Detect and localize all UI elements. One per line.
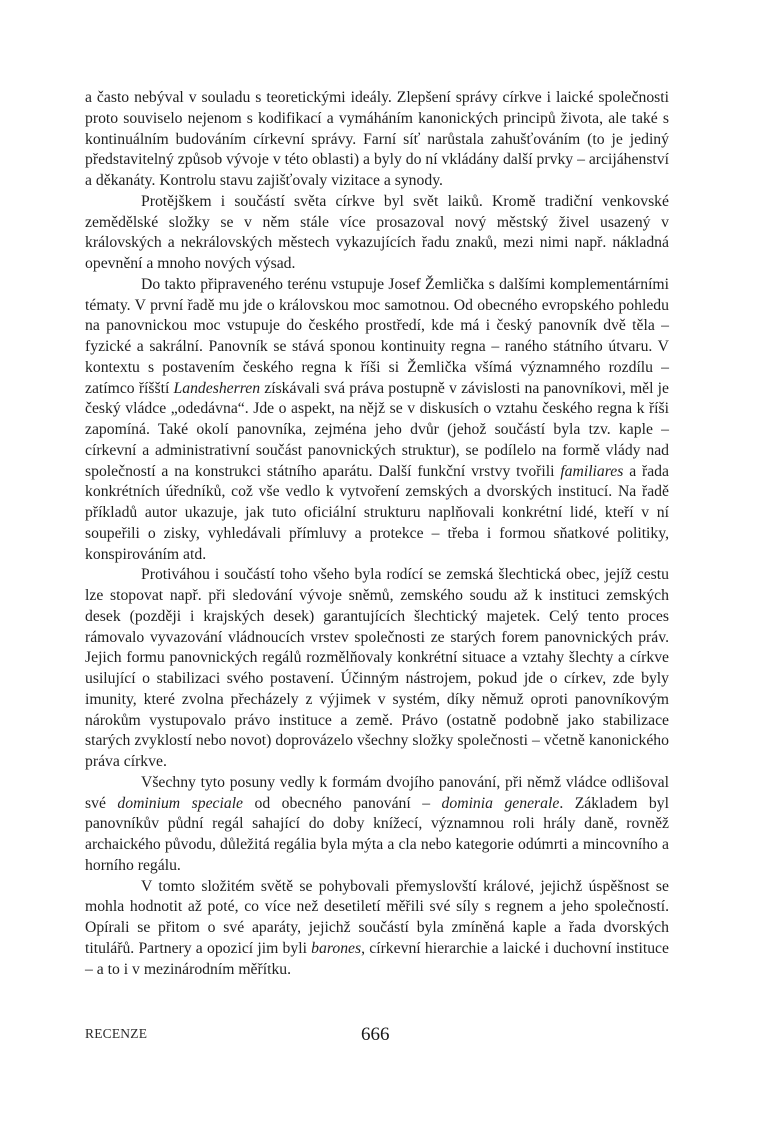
paragraph-5-text-c: . Základem byl panovníkův půdní regál sahající do doby knížecí, významnou roli hrály daně, rovněž archaického původu, důležitá regália byla mýta a cla nebo kategorie odúmrti a mincovního a horního regálu. [85,794,669,874]
paragraph-2-text: Protějškem i součástí světa církve byl svět laiků. Kromě tradiční venkovské zemědělské složky se v něm stále více prosazoval nový městský živel usazený v královských a nekrálovských městech vykazujících řadu znaků, mezi nimi např. nákladná opevnění a mnoho nových výsad. [85,192,669,272]
paragraph-3 [85,275,669,566]
paragraph-3-text-c: a řada konkrétních úředníků, což vše vedlo k vytvoření zemských a dvorských institucí. Na řadě příkladů autor ukazuje, jak tuto oficiální strukturu naplňovali konkrétní lidé, kteří v ní soupeřili o zisky, vyhledávali přímluvy a protekce – třeba i formou sňatkové politiky, konspirováním atd. [85,462,669,563]
paragraph-6-italic-barones: barones [311,939,362,957]
paragraph-1 [85,88,669,192]
paragraph-5-italic-dominium-speciale: dominium speciale [117,794,244,812]
paragraph-1-text: a často nebýval v souladu s teoretickými ideály. Zlepšení správy církve i laické společnosti proto souviselo nejenom s kodifikací a vymáháním kanonických principů života, ale také s kontinuálním budováním církevní správy. Farní síť narůstala zahušťováním (to je jediný představitelný způsob vývoje v této oblasti) a byly do ní vkládány další prvky – arcijáhenství a děkanáty. Kontrolu stavu zajišťovaly vizitace a synody. [85,89,669,189]
paragraph-3-text-a: Do takto připraveného terénu vstupuje Josef Žemlička s dalšími komplementárními tématy. V první řadě mu jde o královskou moc samotnou. Od obecného evropského pohledu na panovnickou moc vstupuje do českého prostředí, kde má i český panovník dvě těla – fyzické a sakrální. Panovník se stává sponou kontinuity regna – raného státního útvaru. V kontextu s postavením českého regna k říši si Žemlička všímá významného rozdílu – zatímco říšští [85,275,669,397]
page-number: 666 [361,1024,390,1045]
article-body [85,88,669,980]
paragraph-6-text-b: , církevní hierarchie a laické i duchovní instituce – a to i v mezinárodním měřítku. [85,939,669,978]
paragraph-4-text: Protiváhou i součástí toho všeho byla rodící se zemská šlechtická obec, jejíž cestu lze stopovat např. při sledování vývoje sněmů, zemského soudu až k instituci zemských desek (později i krajských desek) garantujících šlechtický majetek. Celý tento proces rámovalo vyvazování vládnoucích vrstev společnosti ze starých forem panovnických práv. Jejich formu panovnických regálů rozmělňovaly konkrétní situace a vztahy šlechty a církve usilující o stabilizaci svého postavení. Účinným nástrojem, pokud jde o církev, zde byly imunity, které zvolna přecházely z výjimek v systém, díky němuž oproti panovníkovým nárokům vystupovalo právo instituce a země. Právo (ostatně podobně jako stabilizace starých zvyklostí nebo novot) doprovázelo všechny složky společnosti – včetně kanonického práva církve. [85,566,669,770]
paragraph-5-text-b: od obecného panování – [243,794,442,812]
paragraph-6 [85,877,669,981]
section-label: RECENZE [85,1026,148,1041]
paragraph-5 [85,773,669,877]
paragraph-4 [85,565,669,773]
paragraph-3-italic-familiares: familiares [560,462,624,480]
paragraph-6-text-a: V tomto složitém světě se pohybovali přemyslovští králové, jejichž úspěšnost se mohla hodnotit až poté, co více než desetiletí měřili své síly s regnem a jeho společností. Opírali se přitom o své aparáty, jejichž součástí byla zmíněná kaple a řada dvorských titulářů. Partnery a opozicí jim byli [85,877,669,957]
paragraph-5-text-a: Všechny tyto posuny vedly k formám dvojího panování, při němž vládce odlišoval své [85,773,669,812]
paragraph-2 [85,192,669,275]
paragraph-3-italic-landesherren: Landesherren [173,379,261,397]
paragraph-5-italic-dominia-generale: dominia generale [441,794,560,812]
paragraph-3-text-b: získávali svá práva postupně v závislosti na panovníkovi, měl je český vládce „odedávna“. Jde o aspekt, na nějž se v diskusích o vztahu českého regna k říši zapomíná. Také okolí panovníka, zejména jeho dvůr (jehož součástí byla tzv. kaple – církevní a administrativní součást panovnických struktur), se podílelo na formě vlády nad společností a na konstrukci státního aparátu. Další funkční vrstvy tvořili [85,379,669,480]
